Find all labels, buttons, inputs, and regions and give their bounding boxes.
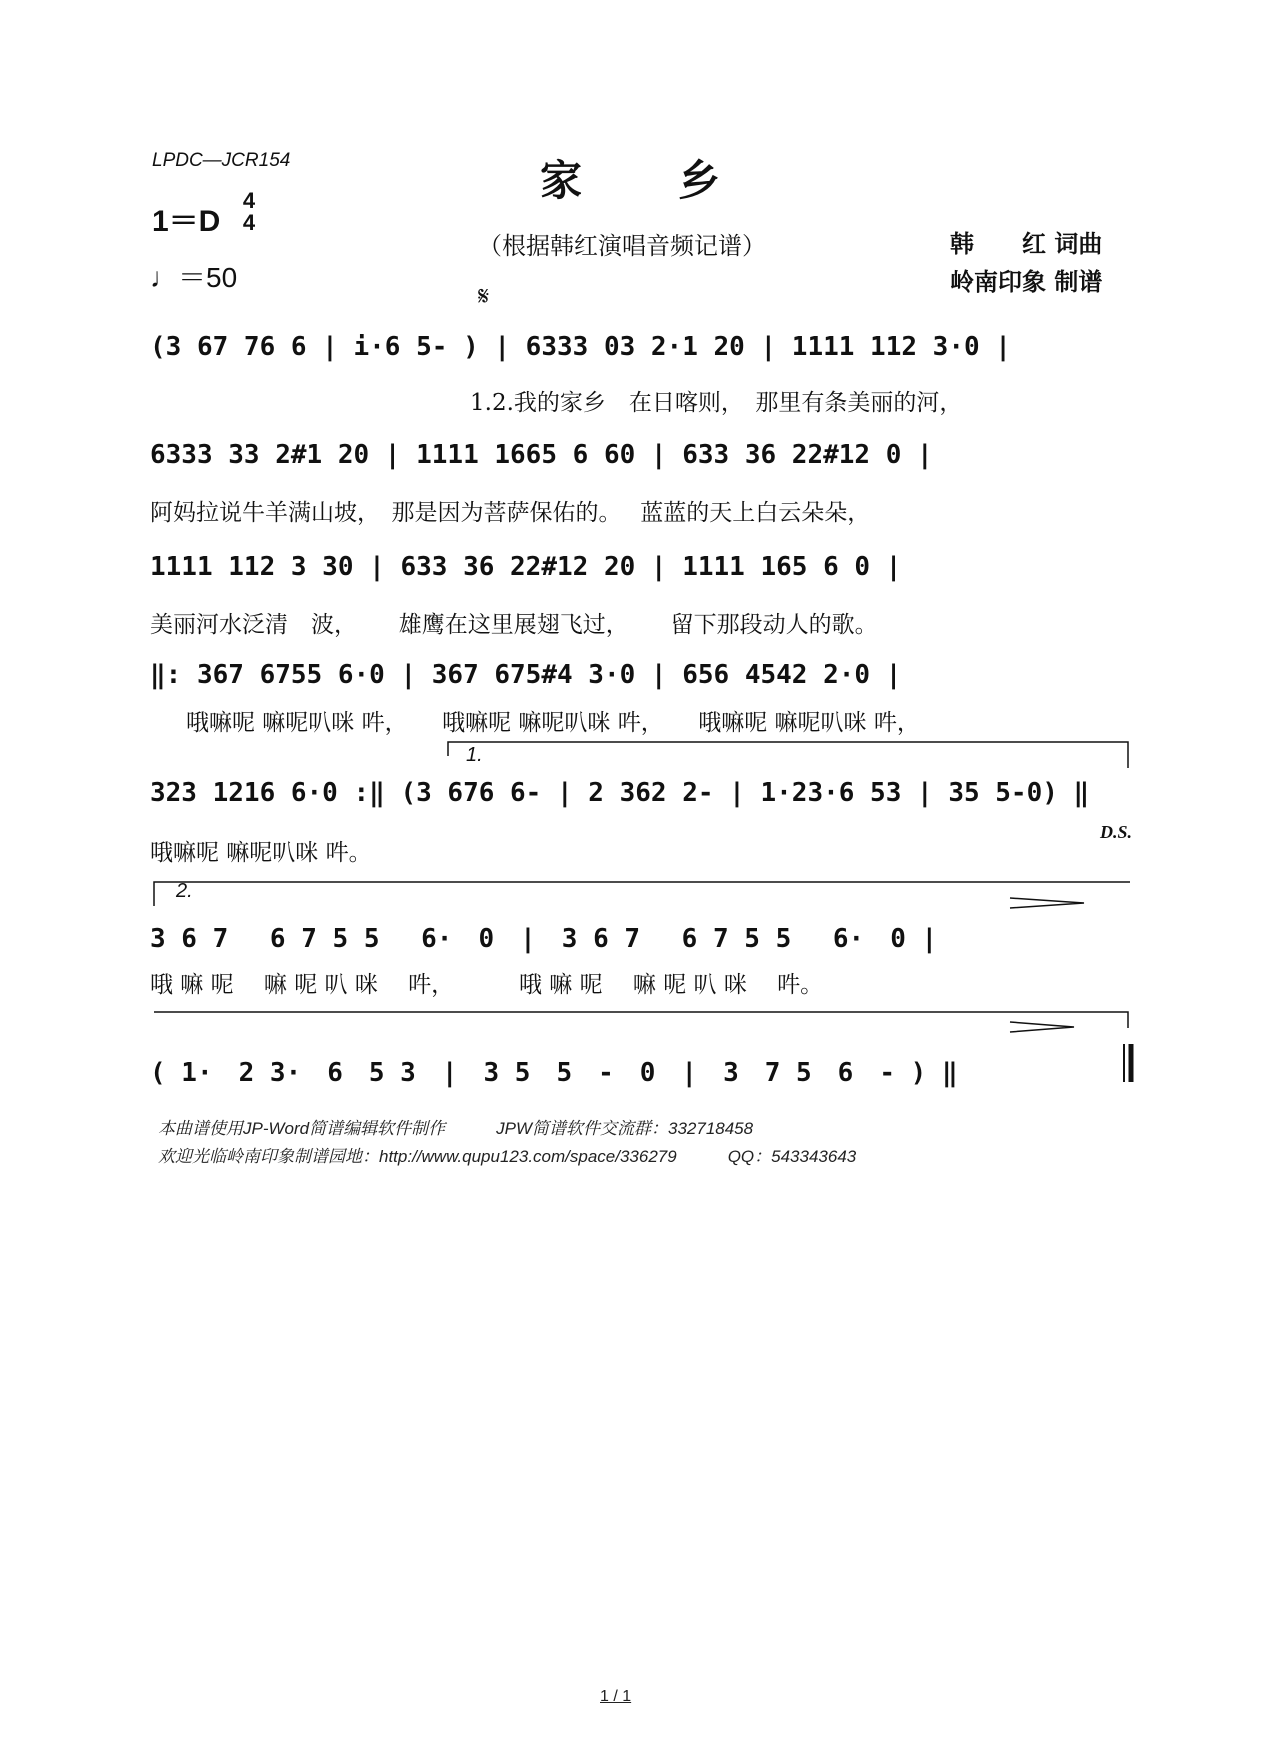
footer-software-note: 本曲谱使用JP-Word简谱编辑软件制作 JPW简谱软件交流群：332718458: [158, 1119, 754, 1138]
lyricist-composer-credit: 韩 红 词曲: [950, 229, 1103, 258]
score-line-3-lyrics: 美丽河水泛清 波， 雄鹰在这里展翅飞过， 留下那段动人的歌。: [150, 612, 878, 638]
score-line-7-notes: ( 1· 2 3· 6 5 3 | 3 5 5 - 0 | 3 7 5 6 - ) ‖: [150, 1058, 958, 1088]
score-line-4-notes: ‖: 367 6755 6·0 | 367 675#4 3·0 | 656 4542 2·0 |: [150, 660, 902, 690]
key-signature: 1＝D: [152, 205, 221, 238]
time-signature-top: 4: [242, 188, 256, 213]
score-line-5-lyrics: 哦嘛呢 嘛呢叭咪 吽。: [150, 840, 372, 866]
volta-2-label: 2.: [176, 880, 193, 902]
tempo-marking: ♩＝50: [150, 262, 238, 293]
score-line-3-notes: 1111 112 3 30 | 633 36 22#12 20 | 1111 165 6 0 |: [150, 552, 902, 582]
score-line-5-notes: 323 1216 6·0 :‖ (3 676 6- | 2 362 2- | 1·23·6 53 | 35 5-0) ‖: [150, 778, 1090, 808]
score-line-1-notes: (3 67 76 6 | i·6 5- ) | 6333 03 2·1 20 | 1111 112 3·0 |: [150, 332, 1011, 362]
score-line-1-lyrics: 1.2.我的家乡 在日喀则， 那里有条美丽的河，: [470, 390, 963, 416]
time-signature: [236, 190, 262, 234]
score-line-6-lyrics: 哦 嘛 呢 嘛 呢 叭 咪 吽， 哦 嘛 呢 嘛 呢 叭 咪 吽。: [150, 972, 824, 998]
score-line-6-notes: 3 6 7 6 7 5 5 6· 0 | 3 6 7 6 7 5 5 6· 0 |: [150, 924, 938, 954]
page-number: 1 / 1: [600, 1688, 632, 1705]
volta-1-label: 1.: [466, 744, 483, 766]
score-code: LPDC—JCR154: [152, 150, 291, 171]
source-note: （根据韩红演唱音频记谱）: [478, 232, 766, 260]
engraver-credit: 岭南印象 制谱: [950, 267, 1103, 296]
score-line-4-lyrics: 哦嘛呢 嘛呢叭咪 吽， 哦嘛呢 嘛呢叭咪 吽， 哦嘛呢 嘛呢叭咪 吽，: [186, 710, 920, 736]
score-line-2-lyrics: 阿妈拉说牛羊满山坡， 那是因为菩萨保佑的。 蓝蓝的天上白云朵朵，: [150, 500, 871, 526]
song-title: 家 乡: [540, 156, 725, 205]
score-line-2-notes: 6333 33 2#1 20 | 1111 1665 6 60 | 633 36 22#12 0 |: [150, 440, 933, 470]
footer-website-note: 欢迎光临岭南印象制谱园地：http://www.qupu123.com/space/336279 QQ：543343643: [158, 1147, 857, 1166]
dal-segno-mark: D.S.: [1100, 822, 1133, 842]
segno-sign: 𝄋: [478, 282, 490, 312]
time-signature-bottom: 4: [242, 210, 256, 235]
